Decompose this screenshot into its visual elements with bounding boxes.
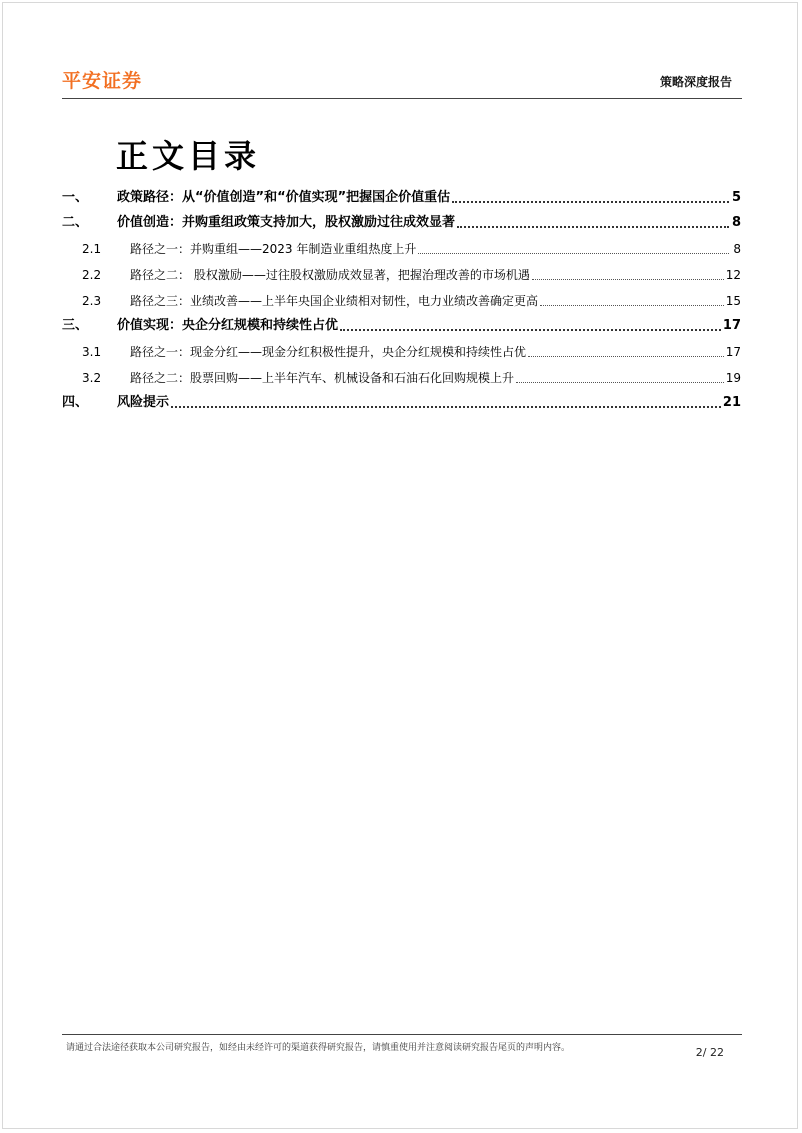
toc-entry-title: 路径之一：现金分红——现金分红积极性提升，央企分红规模和持续性占优: [130, 345, 527, 359]
toc-leader-dots: [532, 279, 724, 280]
toc-entry-page: 8: [733, 242, 741, 256]
toc-entry-title: 政策路径：从“价值创造”和“价值实现”把握国企价值重估: [117, 190, 451, 205]
toc-entry-page: 21: [722, 395, 741, 410]
company-logo: 平安证券: [62, 70, 143, 92]
toc-entry-number: 2.3: [82, 294, 102, 308]
toc-leader-dots: [171, 406, 721, 408]
toc-entry-title: 价值实现：央企分红规模和持续性占优: [117, 318, 339, 333]
footer-disclaimer: 请通过合法途径获取本公司研究报告，如经由未经许可的渠道获得研究报告，请慎重使用并注意阅读研究报告尾页的声明内容。: [66, 1043, 571, 1053]
toc-entry-page: 17: [722, 318, 741, 333]
toc-entry-2-3[interactable]: [62, 289, 741, 309]
toc-entry-number: 2.2: [82, 268, 102, 282]
toc-leader-dots: [457, 226, 729, 228]
toc-entry-number: 四、: [62, 395, 89, 410]
header-divider: [62, 98, 742, 99]
toc-entry-page: 5: [731, 190, 741, 205]
toc-entry-title: 路径之三：业绩改善——上半年央国企业绩相对韧性，电力业绩改善确定更高: [130, 294, 539, 308]
toc-entry-title: 路径之二： 股权激励——过往股权激励成效显著，把握治理改善的市场机遇: [130, 268, 530, 282]
toc-entry-3-1[interactable]: [62, 340, 741, 360]
toc-entry-page: 15: [725, 294, 741, 308]
toc-leader-dots: [340, 329, 721, 331]
toc-entry-number: 2.1: [82, 242, 102, 256]
toc-entry-3-2[interactable]: [62, 366, 741, 386]
toc-entry-number: 二、: [62, 215, 89, 230]
toc-leader-dots: [452, 201, 729, 203]
toc-entry-2[interactable]: [62, 211, 741, 231]
toc-title: 正文目录: [116, 137, 261, 175]
toc-entry-number: 三、: [62, 318, 89, 333]
report-type-label: 策略深度报告: [659, 75, 732, 89]
toc-leader-dots: [516, 382, 724, 383]
toc-entry-number: 一、: [62, 190, 89, 205]
toc-leader-dots: [540, 305, 724, 306]
toc-entry-title: 路径之一：并购重组——2023 年制造业重组热度上升: [130, 242, 417, 256]
toc-entry-2-2[interactable]: [62, 263, 741, 283]
footer-divider: [62, 1034, 742, 1035]
toc-entry-page: 19: [725, 371, 741, 385]
toc-leader-dots: [528, 356, 724, 357]
toc-entry-title: 价值创造：并购重组政策支持加大，股权激励过往成效显著: [117, 215, 456, 230]
toc-entry-4[interactable]: [62, 391, 741, 411]
toc-entry-page: 12: [725, 268, 741, 282]
toc-entry-2-1[interactable]: [62, 237, 741, 257]
toc-entry-number: 3.1: [82, 345, 102, 359]
toc-entry-title: 路径之二：股票回购——上半年汽车、机械设备和石油石化回购规模上升: [130, 371, 515, 385]
toc-entry-page: 17: [725, 345, 741, 359]
page-number: 2/ 22: [695, 1046, 724, 1059]
toc-entry-3[interactable]: [62, 314, 741, 334]
toc-entry-page: 8: [731, 215, 741, 230]
toc-entry-1[interactable]: [62, 186, 741, 206]
toc-entry-title: 风险提示: [117, 395, 170, 410]
toc-leader-dots: [418, 253, 729, 254]
toc-entry-number: 3.2: [82, 371, 102, 385]
